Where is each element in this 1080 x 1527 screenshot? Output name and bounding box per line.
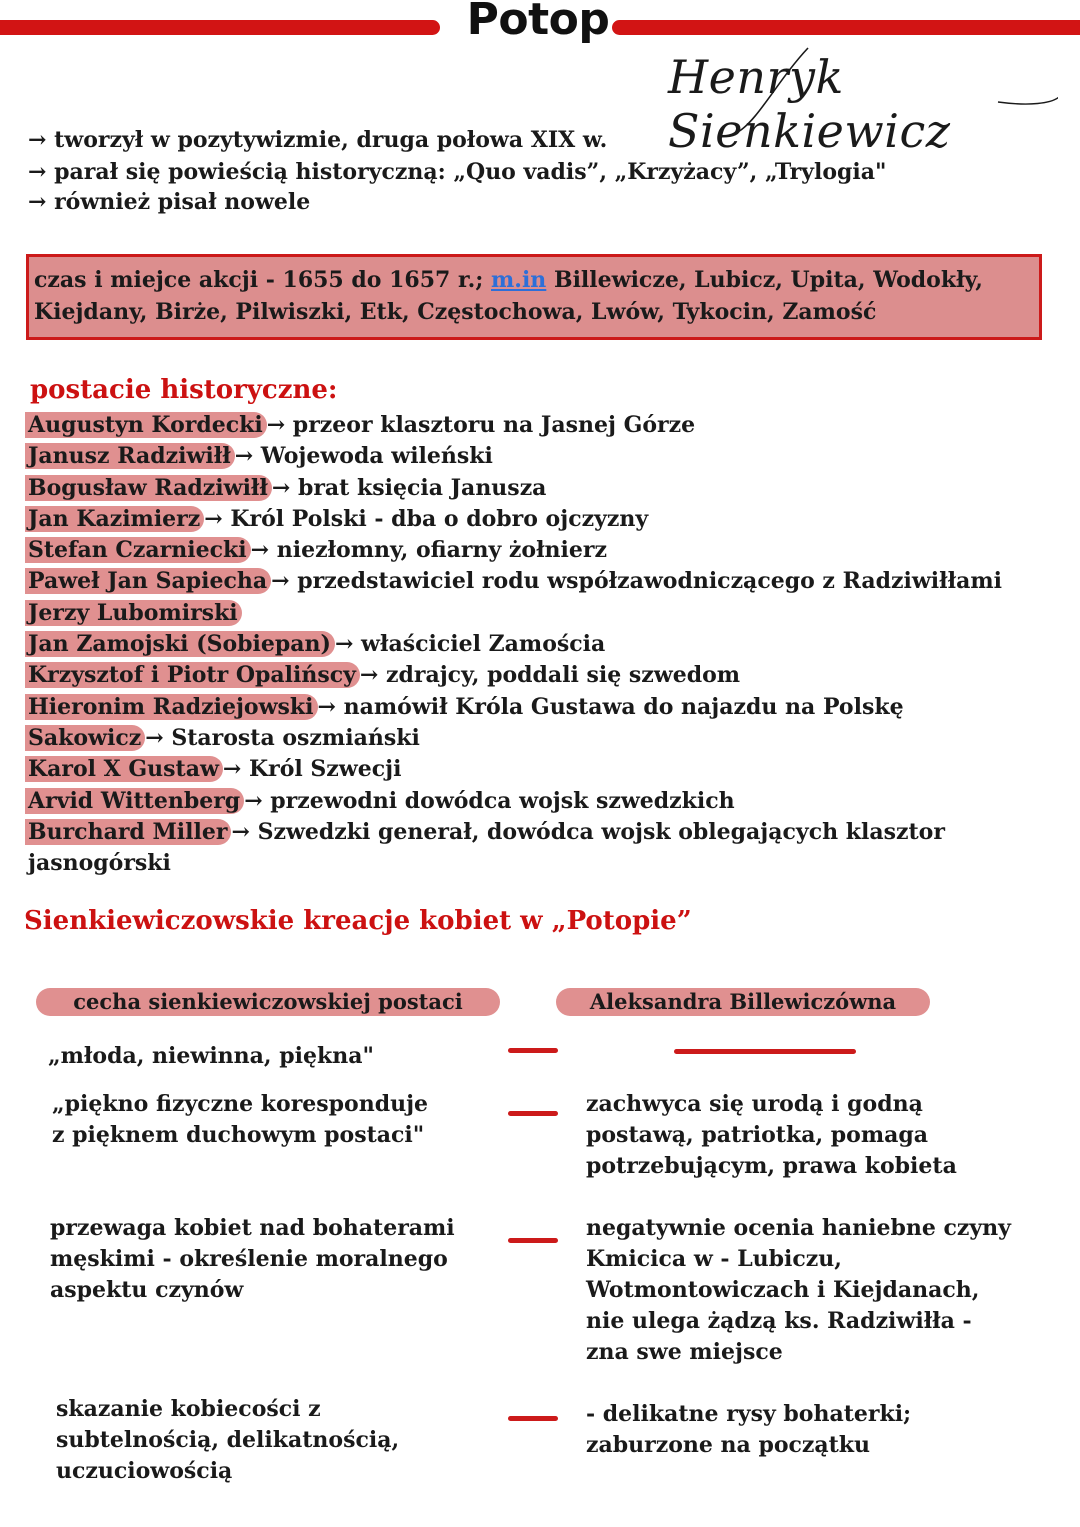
setting-link[interactable]: m.in [491,267,547,293]
trait-line: „piękno fizyczne koresponduje [52,1091,429,1117]
figure-name: Stefan Czarniecki [25,537,251,563]
setting-line-2: Kiejdany, Birże, Pilwiszki, Etk, Częstochowa, Lwów, Tykocin, Zamość [34,299,877,325]
page-title-text: Potop [466,0,610,45]
figure-desc: → Wojewoda wileński [234,443,493,470]
figure-desc: → Król Polski - dba o dobro ojczyzny [204,505,649,532]
character-line: negatywnie ocenia haniebne czyny [586,1215,1011,1241]
figure-desc: → namówił Króla Gustawa do najazdu na Polskę [317,693,904,720]
figure-name: Jerzy Lubomirski [25,600,242,626]
trait-line: przewaga kobiet nad bohaterami [50,1215,455,1241]
character-cell [586,1213,1011,1368]
character-line: nie ulega żądzą ks. Radziwiłła - [586,1308,972,1334]
list-item [28,629,1080,660]
list-item [28,410,1080,441]
figure-name: Krzysztof i Piotr Opalińscy [25,662,360,688]
list-item [28,692,1080,723]
trait-line: męskimi - określenie moralnego [50,1246,448,1272]
setting-line-1 [34,264,1034,296]
setting-suffix: Billewicze, Lubicz, Upita, Wodokły, [546,267,983,293]
author-signature: Henryk Sienkiewicz [668,50,951,158]
trait-cell [50,1213,455,1306]
col-header-right: Aleksandra Billewiczówna [556,988,930,1016]
character-cell [586,1089,957,1182]
list-item [28,473,1080,504]
character-line: zaburzone na początku [586,1432,871,1458]
women-section-title: Sienkiewiczowskie kreacje kobiet w „Potopie” [24,906,692,936]
trait-line: subtelnością, delikatnością, [56,1427,400,1453]
figure-desc: → Król Szwecji [222,756,402,783]
character-line: potrzebującym, prawa kobieta [586,1153,957,1179]
figure-name: Jan Zamojski (Sobiepan) [25,631,335,657]
list-item [28,598,1080,629]
list-item [28,535,1080,566]
figure-name: Augustyn Kordecki [25,412,267,438]
character-line: zna swe miejsce [586,1339,783,1365]
empty-answer-line [674,1049,856,1054]
figure-name: Paweł Jan Sapiecha [25,568,271,594]
intro-line-1: → tworzył w pozytywizmie, druga połowa XIX w. [28,127,608,153]
character-line: postawą, patriotka, pomaga [586,1122,928,1148]
character-line: Kmicica w - Lubiczu, [586,1246,842,1272]
figure-desc: → zdrajcy, poddali się szwedom [359,662,741,689]
figure-desc: → Szwedzki generał, dowódca wojsk oblegających klasztor [231,818,945,845]
row-dash [508,1416,558,1421]
trait-cell [52,1089,428,1151]
trait-cell [56,1394,399,1487]
figures-list [28,410,1080,879]
list-item [28,504,1080,535]
list-item [28,660,1080,691]
trait-line: „młoda, niewinna, piękna" [48,1043,374,1069]
author-flourish-icon [668,40,1058,150]
list-item-continuation [28,848,1080,879]
figure-desc: → przeor klasztoru na Jasnej Górze [266,412,696,438]
character-cell [586,1399,911,1461]
list-item [28,566,1080,597]
figure-name: Hieronim Radziejowski [25,694,318,720]
trait-line: uczuciowością [56,1458,233,1484]
figure-desc: → przewodni dowódca wojsk szwedzkich [244,787,735,814]
figure-name: Jan Kazimierz [25,506,204,532]
figure-name: Janusz Radziwiłł [25,443,235,469]
figure-desc: → brat księcia Janusza [271,474,547,501]
col-header-left: cecha sienkiewiczowskiej postaci [36,988,500,1016]
figure-desc-continuation: jasnogórski [28,850,171,877]
intro-line-2: → parał się powieścią historyczną: „Quo vadis”, „Krzyżacy”, „Trylogia" [28,159,887,185]
list-item [28,786,1080,817]
figure-name: Arvid Wittenberg [25,788,244,814]
figure-name: Bogusław Radziwiłł [25,475,272,501]
trait-cell [48,1041,374,1072]
figure-desc: → przedstawiciel rodu współzawodniczącego z Radziwiłłami [271,568,1002,595]
row-dash [508,1048,558,1053]
figure-desc: → właściciel Zamościa [334,631,606,658]
trait-line: z pięknem duchowym postaci" [52,1122,425,1148]
figures-title: postacie historyczne: [30,375,338,405]
list-item [28,723,1080,754]
figure-desc: → Starosta oszmiański [145,724,420,751]
page-title [0,0,1080,45]
setting-prefix: czas i miejce akcji - 1655 do 1657 r.; [34,267,492,293]
figure-name: Sakowicz [25,725,145,751]
list-item [28,754,1080,785]
row-dash [508,1111,558,1116]
row-dash [508,1238,558,1243]
figure-name: Burchard Miller [25,819,231,845]
setting-box [26,254,1042,340]
trait-line: aspektu czynów [50,1277,244,1303]
list-item [28,441,1080,472]
figure-desc: → niezłomny, ofiarny żołnierz [250,537,607,564]
character-line: Wotmontowiczach i Kiejdanach, [586,1277,980,1303]
character-line: - delikatne rysy bohaterki; [586,1401,912,1427]
figure-name: Karol X Gustaw [25,756,223,782]
character-line: zachwyca się urodą i godną [586,1091,923,1117]
list-item [28,817,1080,848]
intro-line-3: → również pisał nowele [28,189,311,215]
trait-line: skazanie kobiecości z [56,1396,321,1422]
